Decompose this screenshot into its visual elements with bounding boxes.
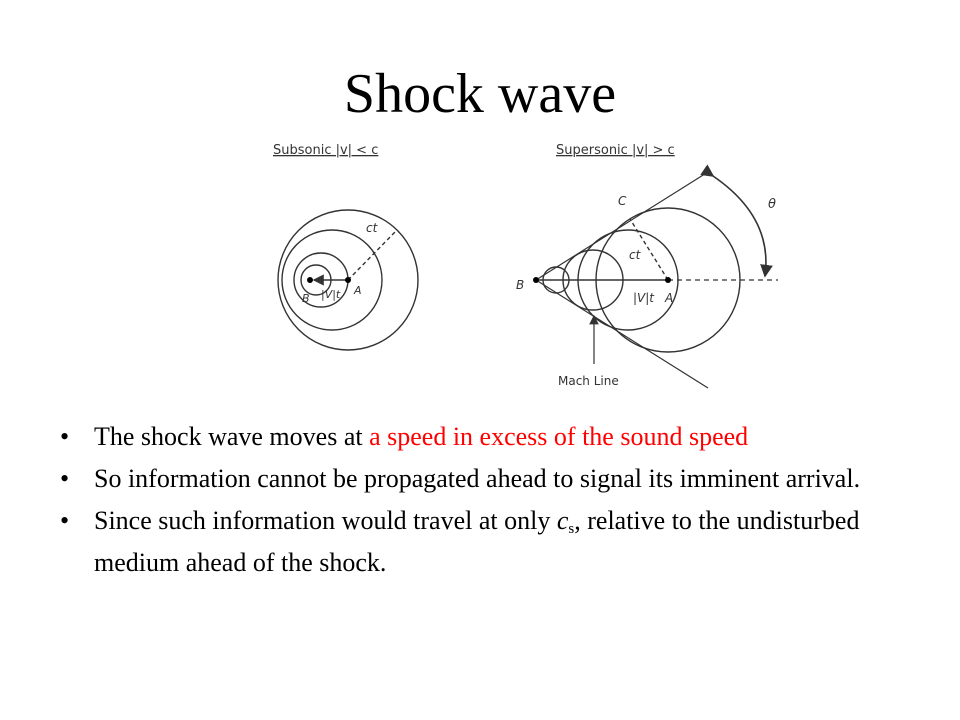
bullet-text: Since such information would travel at only <box>94 506 557 535</box>
supersonic-ct-label: ct <box>629 248 641 262</box>
supersonic-angle-arc <box>713 176 766 276</box>
bullet-glyph: • <box>60 506 70 535</box>
subsonic-panel <box>273 143 418 350</box>
supersonic-point-a <box>665 277 671 283</box>
bullet-text-after: , relative to the undisturbed medium ahead of the shock. <box>94 506 860 577</box>
supersonic-a-label: A <box>665 291 674 305</box>
subsonic-ct-label: ct <box>366 221 378 235</box>
supersonic-point-b <box>533 277 539 283</box>
bullet-item-speed <box>54 420 934 454</box>
bullet-highlight: a speed in excess of the sound speed <box>369 422 749 451</box>
shock-wave-diagram <box>258 132 798 400</box>
supersonic-heading: Supersonic |v| > c <box>556 143 675 158</box>
bullet-glyph: • <box>60 464 70 493</box>
sound-speed-subscript: s <box>568 521 575 537</box>
supersonic-c-label: C <box>618 194 627 208</box>
page-title: Shock wave <box>343 63 617 125</box>
subsonic-point-a <box>345 277 351 283</box>
supersonic-panel <box>516 143 778 388</box>
bullet-text: The shock wave moves at <box>94 422 370 451</box>
sound-speed-symbol: c <box>556 506 569 535</box>
supersonic-mach-cone-lower <box>536 280 708 388</box>
subsonic-a-label: A <box>354 284 362 297</box>
subsonic-ct-radius <box>348 231 396 280</box>
supersonic-vt-label: |V|t <box>633 291 654 305</box>
supersonic-mach-cone-upper <box>536 172 708 280</box>
bullet-glyph: • <box>60 422 70 451</box>
subsonic-heading: Subsonic |v| < c <box>273 143 379 158</box>
mach-line-label: Mach Line <box>558 374 619 388</box>
supersonic-theta-label: θ <box>768 197 776 212</box>
bullet-item-information <box>54 462 934 496</box>
bullet-text: So information cannot be propagated ahead to signal its imminent arrival. <box>94 464 861 493</box>
bullet-item-relative <box>54 504 934 580</box>
supersonic-b-label: B <box>516 278 525 292</box>
subsonic-vt-label: |V|t <box>321 288 341 301</box>
subsonic-b-label: B <box>302 292 310 305</box>
subsonic-point-b <box>307 277 313 283</box>
bullet-list <box>54 420 934 588</box>
